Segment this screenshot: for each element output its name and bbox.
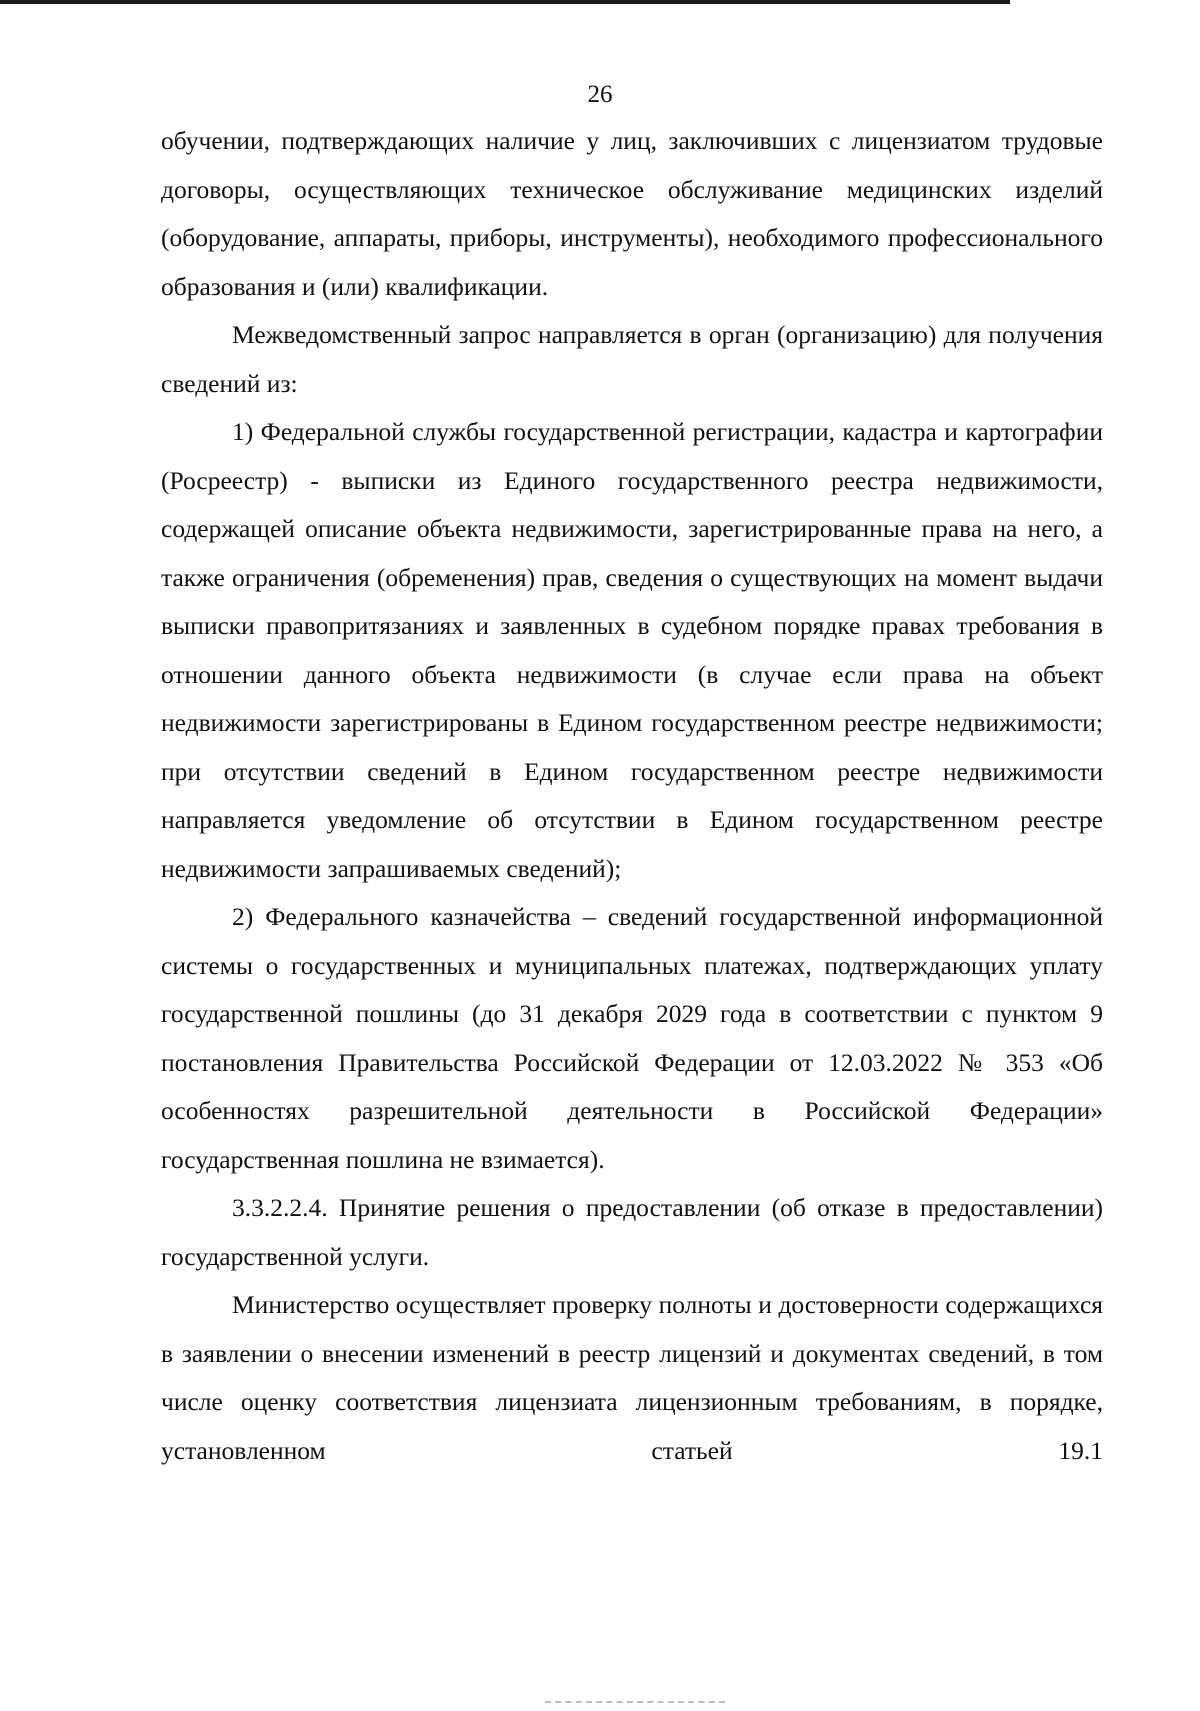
paragraph-continuation: обучении, подтверждающих наличие у лиц, заключивших с лицензиатом трудовые договоры, осуществляющих техническое обслуживание медицинских изделий (оборудование, аппараты, приборы, инструменты), необходимого профессионального образования и (или) квалификации. <box>161 126 1103 301</box>
paragraph-rosreestr: 1) Федеральной службы государственной регистрации, кадастра и картографии (Росреестр) - выписки из Единого государственного реестра недвижимости, содержащей описание объекта недвижимости, зарегистрированные права на него, а также ограничения (обременения) прав, сведения о существующих на момент выдачи выписки правопритязаниях и заявленных в судебном порядке правах требования в отношении данного объекта недвижимости (в случае если права на объект недвижимости зарегистрированы в Едином государственном реестре недвижимости; при отсутствии сведений в Едином государственном реестре недвижимости направляется уведомление об отсутствии в Едином государственном реестре недвижимости запрашиваемых сведений); <box>161 417 1103 883</box>
page-number: 26 <box>587 81 613 108</box>
scan-artifact-line <box>545 1701 725 1705</box>
document-body <box>161 117 1103 1475</box>
paragraph-ministry-check: Министерство осуществляет проверку полноты и достоверности содержащихся в заявлении о внесении изменений в реестр лицензий и документах сведений, в том числе оценку соответствия лицензиата лицензионным требованиям, в порядке, установленном статьей 19.1 <box>161 1290 1103 1465</box>
top-border-line <box>0 0 1010 4</box>
paragraph-section-3-3-2-2-4: 3.3.2.2.4. Принятие решения о предоставлении (об отказе в предоставлении) государственной услуги. <box>161 1193 1103 1271</box>
paragraph-interagency-request: Межведомственный запрос направляется в орган (организацию) для получения сведений из: <box>161 320 1103 398</box>
paragraph-treasury: 2) Федерального казначейства – сведений государственной информационной системы о государственных и муниципальных платежах, подтверждающих уплату государственной пошлины (до 31 декабря 2029 года в соответствии с пунктом 9 постановления Правительства Российской Федерации от 12.03.2022 № 353 «Об особенностях разрешительной деятельности в Российской Федерации» государственная пошлина не взимается). <box>161 902 1103 1174</box>
